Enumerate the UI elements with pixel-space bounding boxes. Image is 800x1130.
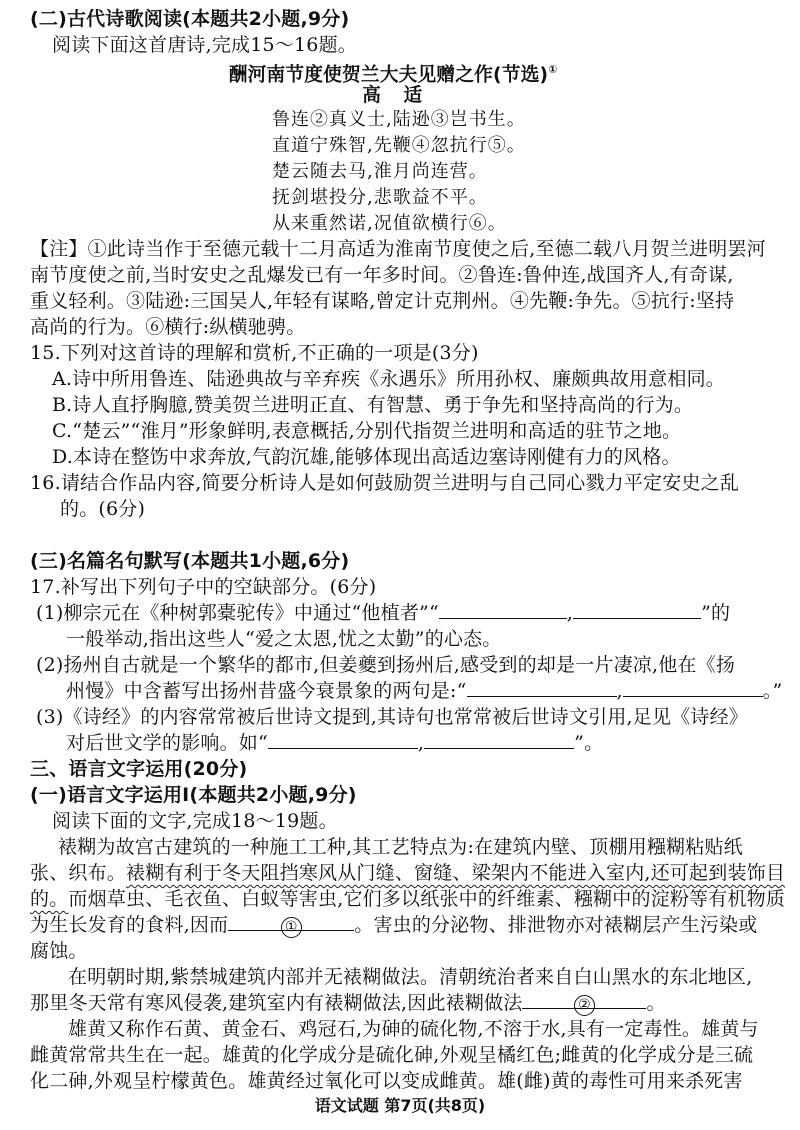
passage-text: 张、织布。 bbox=[30, 862, 127, 884]
language-instruction: 阅读下面的文字,完成18～19题。 bbox=[52, 810, 338, 832]
section-dictation-header: (三)名篇名句默写(本题共1小题,6分) bbox=[30, 550, 350, 572]
question-15-option-d[interactable]: D.本诗在整饬中求奔放,气韵沉雄,能够体现出高适边塞诗刚健有力的风格。 bbox=[52, 446, 681, 468]
poem-line: 直道宁殊智,先鞭④忽抗行⑤。 bbox=[272, 135, 526, 156]
page-footer: 语文试题 第7页(共8页) bbox=[314, 1096, 486, 1115]
item-separator: , bbox=[566, 602, 574, 624]
section-poem-header: (二)古代诗歌阅读(本题共2小题,9分) bbox=[30, 8, 350, 30]
poem-line: 抚剑堪投分,悲歌益不平。 bbox=[272, 187, 488, 208]
item-text: (1)柳宗元在《种树郭橐驼传》中通过“他植者”“ bbox=[36, 602, 439, 624]
poem-note-line: 【注】①此诗当作于至德元载十二月高适为淮南节度使之后,至德二载八月贺兰进明罢河 bbox=[30, 238, 766, 260]
blank-marker-2: ② bbox=[574, 995, 595, 1016]
question-17-item-2: (2)扬州自古就是一个繁华的都市,但姜夔到扬州后,感受到的却是一片凄凉,他在《扬 bbox=[36, 654, 736, 676]
item-text: 。” bbox=[762, 680, 783, 702]
question-17-item-1 bbox=[36, 600, 730, 626]
poem-note-line: 南节度使之前,当时安史之乱爆发已有一年多时间。②鲁连:鲁仲连,战国齐人,有奇谋, bbox=[30, 264, 734, 286]
poem-title-note: ① bbox=[548, 63, 558, 76]
passage-text: 那里冬天常有寒风侵袭,建筑室内有裱糊做法,因此裱糊做法 bbox=[30, 992, 523, 1014]
poem-author: 高 适 bbox=[362, 84, 425, 106]
poem-note-line: 高尚的行为。⑥横行:纵横驰骋。 bbox=[30, 316, 306, 338]
question-16-line: 16.请结合作品内容,简要分析诗人是如何鼓励贺兰进明与自己同心戮力平定安史之乱 bbox=[30, 472, 740, 494]
item-text: ”的 bbox=[701, 602, 731, 624]
answer-blank[interactable] bbox=[424, 730, 574, 749]
question-17-item-3: (3)《诗经》的内容常常被后世诗文提到,其诗句也常常被后世诗文引用,足见《诗经》 bbox=[36, 706, 748, 728]
item-separator: , bbox=[417, 732, 425, 754]
poem-line: 从来重然诺,况值欲横行⑥。 bbox=[272, 213, 507, 234]
question-15-option-b[interactable]: B.诗人直抒胸臆,赞美贺兰进明正直、有智慧、勇于争先和坚持高尚的行为。 bbox=[52, 394, 694, 416]
answer-blank[interactable] bbox=[268, 730, 418, 749]
passage-line bbox=[30, 886, 785, 912]
question-15-option-c[interactable]: C.“楚云”“淮月”形象鲜明,表意概括,分别代指贺兰进明和高适的驻节之地。 bbox=[52, 420, 682, 442]
question-17-stem: 17.补写出下列句子中的空缺部分。(6分) bbox=[30, 576, 377, 598]
item-text: 对后世文学的影响。如“ bbox=[66, 732, 268, 754]
poem-line: 楚云随去马,淮月尚连营。 bbox=[272, 161, 488, 182]
passage-line: 雌黄常常共生在一起。雄黄的化学成分是硫化砷,外观呈橘红色;雌黄的化学成分是三硫 bbox=[30, 1044, 754, 1066]
item-text: 州慢》中含蓄写出扬州昔盛今衰景象的两句是:“ bbox=[66, 680, 467, 702]
passage-text: 。害虫的分泌物、排泄物亦对裱糊层产生污染或 bbox=[354, 914, 758, 936]
part-3-header: 三、语言文字运用(20分) bbox=[30, 758, 248, 780]
question-17-item-2-cont bbox=[66, 678, 782, 704]
question-17-item-3-cont bbox=[66, 730, 603, 756]
poem-line: 鲁连②真义士,陆逊③岂书生。 bbox=[272, 109, 526, 130]
answer-blank-2[interactable] bbox=[522, 990, 646, 1013]
section-language-1-header: (一)语言文字运用Ⅰ(本题共2小题,9分) bbox=[30, 784, 357, 806]
passage-text: 而烟草虫、毛衣鱼、白蚁等害虫,它们多以纸张中的纤维素、糨糊中的淀粉等有机物质 bbox=[68, 888, 786, 910]
answer-blank[interactable] bbox=[467, 678, 617, 697]
poem-instruction: 阅读下面这首唐诗,完成15～16题。 bbox=[52, 34, 357, 56]
passage-line: 腐蚀。 bbox=[30, 940, 88, 962]
passage-line: 雄黄又称作石黄、黄金石、鸡冠石,为砷的硫化物,不溶于水,具有一定毒性。雄黄与 bbox=[68, 1018, 759, 1040]
passage-line bbox=[30, 990, 666, 1016]
question-16-line: 的。(6分) bbox=[60, 498, 146, 520]
passage-line bbox=[30, 912, 757, 938]
question-15-option-a[interactable]: A.诗中所用鲁连、陆逊典故与辛弃疾《永遇乐》所用孙权、廉颇典故用意相同。 bbox=[52, 368, 725, 390]
passage-line: 裱糊为故宫古建筑的一种施工工种,其工艺特点为:在建筑内壁、顶棚用糨糊粘贴纸 bbox=[58, 836, 743, 858]
wavy-underlined-sentence: 的。 bbox=[30, 888, 69, 910]
wavy-underlined-sentence: 裱糊有利于冬天阻挡寒风从门缝、窗缝、梁架内不能进入室内,还可起到装饰目 bbox=[126, 862, 786, 884]
poem-title-text: 酬河南节度使贺兰大夫见赠之作(节选) bbox=[228, 63, 549, 86]
answer-blank[interactable] bbox=[439, 600, 567, 619]
passage-line: 在明朝时期,紫禁城建筑内部并无裱糊做法。清朝统治者来自白山黑水的东北地区, bbox=[68, 966, 753, 988]
question-15-stem: 15.下列对这首诗的理解和赏析,不正确的一项是(3分) bbox=[30, 342, 479, 364]
answer-blank[interactable] bbox=[623, 678, 763, 697]
item-text: ”。 bbox=[574, 732, 604, 754]
item-separator: , bbox=[616, 680, 623, 702]
passage-text: 为生长发育的食料,因而 bbox=[30, 914, 229, 936]
question-17-item-1-cont: 一般举动,指出这些人“爱之太恩,忧之太勤”的心态。 bbox=[66, 628, 502, 650]
answer-blank-1[interactable] bbox=[228, 912, 354, 935]
poem-note-line: 重义轻利。③陆逊:三国吴人,年轻有谋略,曾定计克荆州。④先鞭:争先。⑤抗行:坚持 bbox=[30, 290, 735, 312]
answer-blank[interactable] bbox=[573, 600, 701, 619]
blank-marker-1: ① bbox=[281, 917, 302, 938]
passage-line bbox=[30, 860, 785, 886]
passage-text: 。 bbox=[646, 992, 666, 1014]
passage-line: 化二砷,外观呈柠檬黄色。雄黄经过氧化可以变成雌黄。雄(雌)黄的毒性可用来杀死害 bbox=[30, 1070, 743, 1092]
